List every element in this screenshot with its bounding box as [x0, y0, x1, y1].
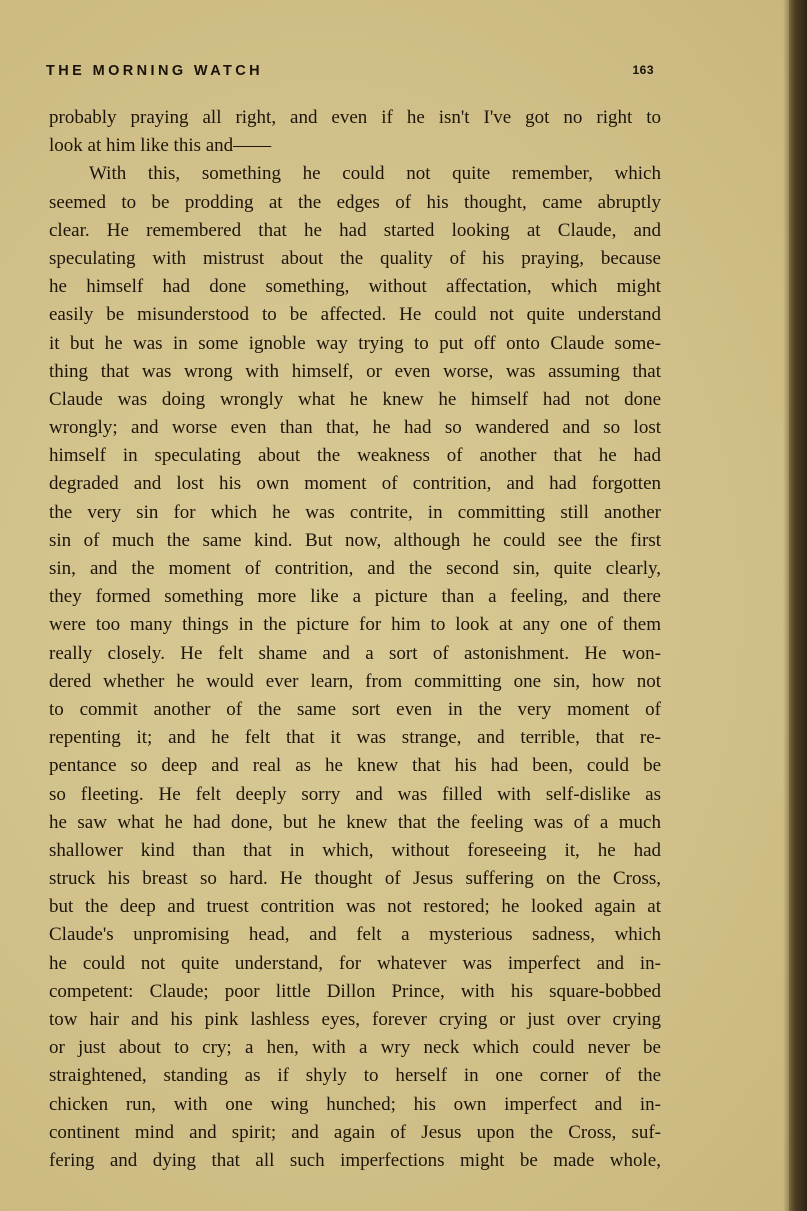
text-line: chicken run, with one wing hunched; his own imperfect and in-	[49, 1093, 661, 1115]
text-line: wrongly; and worse even than that, he had so wandered and so lost	[49, 417, 661, 439]
body-text	[49, 104, 661, 1175]
text-line: Claude was doing wrongly what he knew he himself had not done	[49, 388, 661, 410]
text-line: speculating with mistrust about the quality of his praying, because	[49, 247, 661, 269]
text-line: he himself had done something, without affectation, which might	[49, 276, 661, 298]
text-line: easily be misunderstood to be affected. He could not quite understand	[49, 304, 661, 326]
text-line: degraded and lost his own moment of contrition, and had forgotten	[49, 473, 661, 495]
text-line: he could not quite understand, for whatever was imperfect and in-	[49, 952, 661, 974]
text-line: the very sin for which he was contrite, in committing still another	[49, 501, 661, 523]
text-line: fering and dying that all such imperfections might be made whole,	[49, 1149, 661, 1171]
text-line: tow hair and his pink lashless eyes, forever crying or just over crying	[49, 1009, 661, 1030]
text-line: they formed something more like a picture than a feeling, and there	[49, 586, 661, 608]
text-line: straightened, standing as if shyly to herself in one corner of the	[49, 1065, 661, 1087]
text-line: himself in speculating about the weakness of another that he had	[49, 445, 661, 467]
text-line: so fleeting. He felt deeply sorry and was filled with self-dislike as	[49, 783, 661, 805]
text-line: probably praying all right, and even if he isn't I've got no right to	[49, 107, 661, 128]
text-line: continent mind and spirit; and again of Jesus upon the Cross, suf-	[49, 1121, 661, 1143]
text-line: clear. He remembered that he had started looking at Claude, and	[49, 219, 661, 241]
running-head	[46, 63, 654, 83]
book-spine-edge	[789, 0, 807, 1211]
text-line: it but he was in some ignoble way trying to put off onto Claude some-	[49, 332, 661, 354]
text-line: look at him like this and——	[49, 135, 272, 157]
text-line: Claude's unpromising head, and felt a mysterious sadness, which	[49, 924, 661, 946]
text-line: to commit another of the same sort even in the very moment of	[49, 698, 661, 720]
text-line: pentance so deep and real as he knew that his had been, could be	[49, 755, 661, 777]
text-line: shallower kind than that in which, without foreseeing it, he had	[49, 839, 661, 861]
text-line: competent: Claude; poor little Dillon Prince, with his square-bobbed	[49, 980, 661, 1002]
text-line: sin of much the same kind. But now, although he could see the first	[49, 529, 661, 551]
text-line: dered whether he would ever learn, from committing one sin, how not	[49, 670, 661, 692]
text-line: With this, something he could not quite remember, which	[89, 163, 661, 185]
text-line: were too many things in the picture for him to look at any one of them	[49, 614, 661, 636]
text-line: repenting it; and he felt that it was strange, and terrible, that re-	[49, 727, 661, 749]
text-line: struck his breast so hard. He thought of Jesus suffering on the Cross,	[49, 868, 661, 890]
running-title: THE MORNING WATCH	[46, 63, 264, 79]
text-line: sin, and the moment of contrition, and the second sin, quite clearly,	[49, 558, 661, 579]
text-line: but the deep and truest contrition was not restored; he looked again at	[49, 896, 661, 918]
text-line: thing that was wrong with himself, or even worse, was assuming that	[49, 360, 661, 382]
text-line: or just about to cry; a hen, with a wry neck which could never be	[49, 1037, 661, 1059]
text-line: seemed to be prodding at the edges of his thought, came abruptly	[49, 191, 661, 213]
text-line: really closely. He felt shame and a sort of astonishment. He won-	[49, 642, 661, 664]
page-number: 163	[632, 63, 654, 77]
text-line: he saw what he had done, but he knew that the feeling was of a much	[49, 811, 661, 833]
